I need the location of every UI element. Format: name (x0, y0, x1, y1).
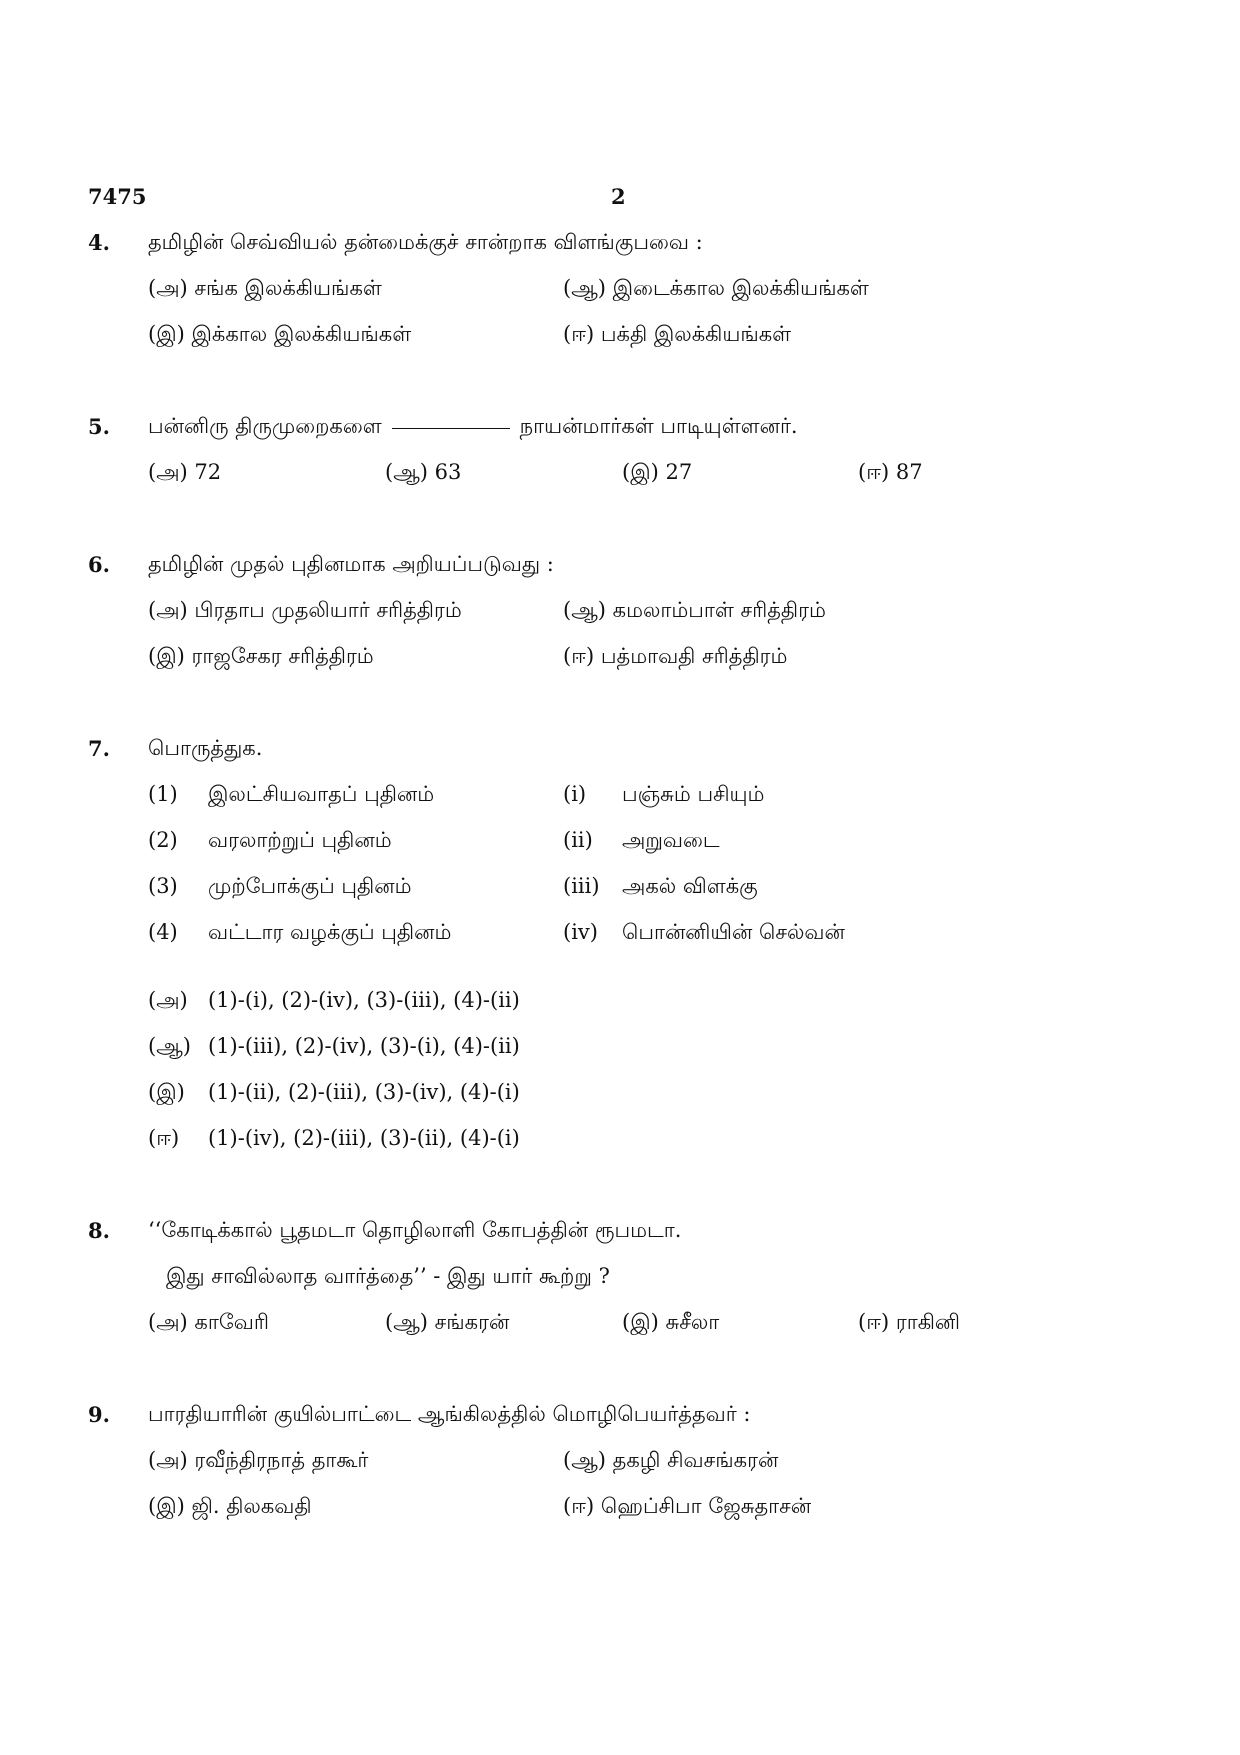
match-right-item: அகல் விளக்கு (622, 874, 758, 898)
question-8-stem-line1: ‘‘கோடிக்கால் பூதமடா தொழிலாளி கோபத்தின் ரூபமடா. (148, 1218, 682, 1242)
question-6-number: 6. (88, 552, 110, 577)
q9-option-b: (ஆ) தகழி சிவசங்கரன் (563, 1448, 779, 1472)
q8-option-d: (ஈ) ராகினி (858, 1310, 961, 1334)
q4-option-c: (இ) இக்கால இலக்கியங்கள் (148, 322, 412, 346)
q7-option-b: (1)-(iii), (2)-(iv), (3)-(i), (4)-(ii) (208, 1034, 520, 1058)
q7-option-d: (1)-(iv), (2)-(iii), (3)-(ii), (4)-(i) (208, 1126, 520, 1150)
match-left-item: இலட்சியவாதப் புதினம் (208, 782, 435, 806)
q5-option-b: (ஆ) 63 (385, 460, 462, 484)
q6-option-c: (இ) ராஜசேகர சரித்திரம் (148, 644, 374, 668)
q5-option-d: (ஈ) 87 (858, 460, 923, 484)
match-right-number: (ii) (563, 828, 593, 852)
q6-option-d: (ஈ) பத்மாவதி சரித்திரம் (563, 644, 788, 668)
match-right-item: பஞ்சும் பசியும் (622, 782, 765, 806)
q9-option-d: (ஈ) ஹெப்சிபா ஜேசுதாசன் (563, 1494, 812, 1518)
answer-blank (392, 428, 510, 429)
question-9-number: 9. (88, 1402, 110, 1427)
q4-option-d: (ஈ) பக்தி இலக்கியங்கள் (563, 322, 792, 346)
match-left-item: வட்டார வழக்குப் புதினம் (208, 920, 452, 944)
paper-code: 7475 (88, 184, 147, 209)
q5-option-c: (இ) 27 (622, 460, 693, 484)
match-left-item: வரலாற்றுப் புதினம் (208, 828, 392, 852)
match-right-item: பொன்னியின் செல்வன் (622, 920, 845, 944)
q6-option-a: (அ) பிரதாப முதலியார் சரித்திரம் (148, 598, 462, 622)
question-6-stem: தமிழின் முதல் புதினமாக அறியப்படுவது : (148, 552, 554, 576)
q7-option-a-label: (அ) (148, 988, 188, 1012)
match-right-number: (iii) (563, 874, 600, 898)
question-4-stem: தமிழின் செவ்வியல் தன்மைக்குச் சான்றாக விளங்குபவை : (148, 230, 703, 254)
q9-option-a: (அ) ரவீந்திரநாத் தாகூர் (148, 1448, 369, 1472)
q8-option-c: (இ) சுசீலா (622, 1310, 720, 1334)
question-7-number: 7. (88, 736, 110, 761)
q7-option-c-label: (இ) (148, 1080, 185, 1104)
match-right-number: (iv) (563, 920, 598, 944)
match-right-number: (i) (563, 782, 587, 806)
match-right-item: அறுவடை (622, 828, 720, 852)
question-8-stem-line2: இது சாவில்லாத வார்த்தை’’ - இது யார் கூற்று ? (166, 1264, 610, 1288)
q8-option-a: (அ) காவேரி (148, 1310, 269, 1334)
question-5-number: 5. (88, 414, 110, 439)
q7-option-d-label: (ஈ) (148, 1126, 180, 1150)
q8-option-b: (ஆ) சங்கரன் (385, 1310, 510, 1334)
match-left-number: (2) (148, 828, 178, 852)
q6-option-b: (ஆ) கமலாம்பாள் சரித்திரம் (563, 598, 826, 622)
q7-option-c: (1)-(ii), (2)-(iii), (3)-(iv), (4)-(i) (208, 1080, 520, 1104)
q7-option-a: (1)-(i), (2)-(iv), (3)-(iii), (4)-(ii) (208, 988, 520, 1012)
q4-option-a: (அ) சங்க இலக்கியங்கள் (148, 276, 382, 300)
question-5-stem: பன்னிரு திருமுறைகளை நாயன்மார்கள் பாடியுள்ளனர். (148, 414, 798, 438)
question-4-number: 4. (88, 230, 110, 255)
q4-option-b: (ஆ) இடைக்கால இலக்கியங்கள் (563, 276, 869, 300)
question-7-stem: பொருத்துக. (148, 736, 263, 760)
match-left-item: முற்போக்குப் புதினம் (208, 874, 412, 898)
q5-option-a: (அ) 72 (148, 460, 222, 484)
q9-option-c: (இ) ஜி. திலகவதி (148, 1494, 312, 1518)
match-left-number: (4) (148, 920, 178, 944)
question-9-stem: பாரதியாரின் குயில்பாட்டை ஆங்கிலத்தில் மொழிபெயர்த்தவர் : (148, 1402, 751, 1426)
question-8-number: 8. (88, 1218, 110, 1243)
q7-option-b-label: (ஆ) (148, 1034, 191, 1058)
match-left-number: (3) (148, 874, 178, 898)
page-number: 2 (611, 184, 626, 209)
match-left-number: (1) (148, 782, 178, 806)
